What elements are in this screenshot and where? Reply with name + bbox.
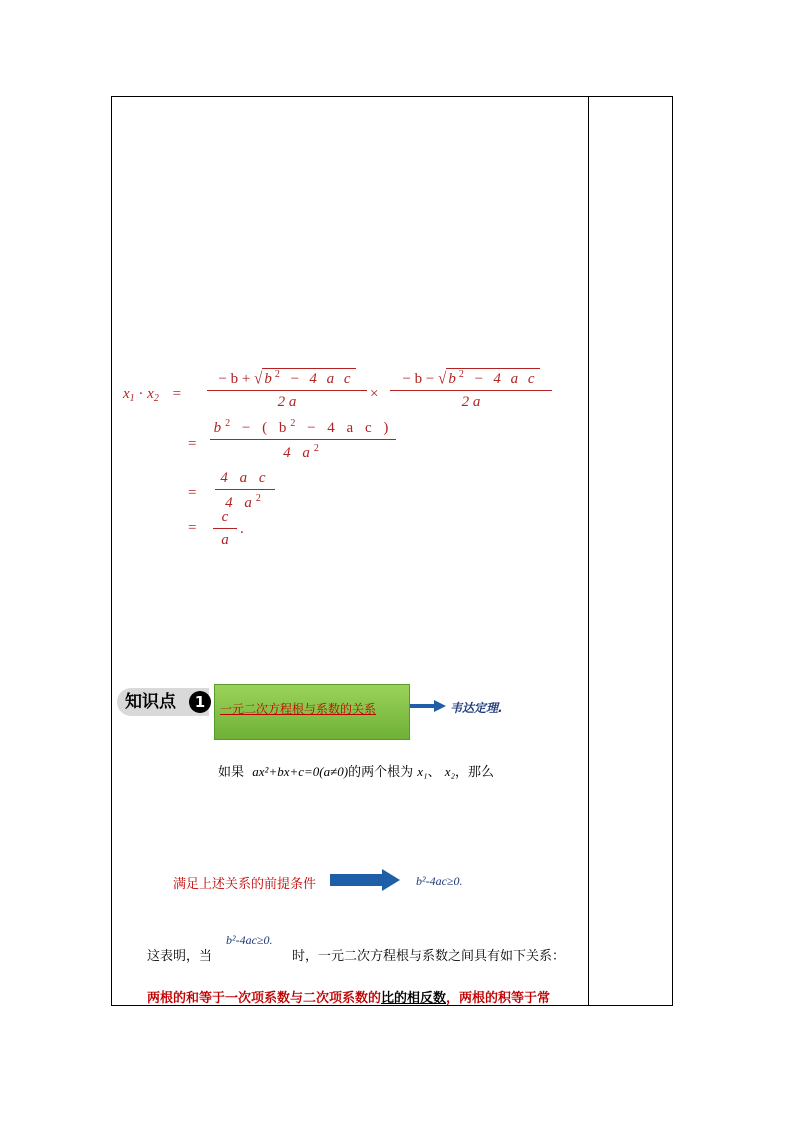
shows-suffix: 时，一元二次方程根与系数之间具有如下关系： (292, 949, 566, 964)
fraction-4 (213, 509, 237, 549)
fraction-1a-denominator: 2 a (277, 394, 297, 410)
formula-equals-3 (188, 485, 196, 502)
fraction-2-sq1: 2 (225, 418, 235, 429)
fraction-2-b: b (213, 420, 226, 436)
arrow-right-icon (410, 700, 446, 712)
radicand-1b-rest: − 4 a c (466, 371, 538, 387)
formula-sub1: 1 (129, 393, 135, 404)
fraction-1a: − b + √ $b^2 - 4$ a c 2 a (207, 368, 367, 411)
formula-lhs (123, 386, 181, 404)
equals-2: = (188, 436, 197, 452)
premise-condition: b²-4ac≥0. (416, 874, 463, 888)
formula-equals-2 (188, 436, 196, 453)
topic-title[interactable]: 一元二次方程根与系数的关系 (220, 702, 377, 716)
fraction-3-denominator: 4 a (225, 495, 256, 511)
if-roots-text: 的两个根为 (348, 765, 414, 780)
radicand-1b-sq: 2 (458, 369, 467, 380)
fraction-3-den-sq: 2 (255, 493, 265, 504)
knowledge-point-label: 知识点 (125, 692, 176, 712)
fraction-1b: − b − √ $b^2 - 4$ a c 2 a (390, 368, 552, 411)
fraction-2-middle: − ( b (234, 420, 291, 436)
premise-text: 满足上述关系的前提条件 (173, 877, 317, 892)
relation-underlined: 比的相反数 (381, 991, 447, 1006)
fraction-3-numerator: 4 a c (220, 470, 270, 486)
arrow-right-large-icon (330, 869, 400, 891)
then-text: ，那么 (455, 765, 495, 780)
formula-sub2: 2 (153, 393, 159, 404)
fraction-2 (210, 418, 396, 462)
if-equation: ax²+bx+c=0(a≠0) (252, 764, 349, 779)
formula-dot: · (138, 386, 144, 402)
formula-equals-1: = (172, 386, 182, 402)
root-x1: x₁ (417, 764, 428, 779)
relation-text (147, 987, 550, 1006)
relation-part-a: 两根的和等于一次项系数与二次项系数的 (147, 991, 382, 1006)
knowledge-point-number-text: 1 (194, 693, 206, 711)
fraction-4-denominator: a (221, 532, 229, 548)
fraction-2-den-sq: 2 (313, 443, 323, 454)
table-column-divider (588, 96, 589, 1006)
equals-4: = (188, 520, 197, 536)
formula-x1: x (123, 386, 130, 402)
radicand-1a-rest: − 4 a c (282, 371, 354, 387)
radicand-1a-b: b (264, 371, 275, 387)
root-separator: 、 (427, 765, 441, 780)
fraction-1b-numerator: − b − (402, 371, 435, 387)
relation-part-b: ，两根的积等于常 (446, 991, 551, 1006)
formula-x2: x (147, 386, 154, 402)
radicand-1b-b: b (448, 371, 459, 387)
formula-period (240, 521, 244, 538)
fraction-2-tail: − 4 a c ) (299, 420, 393, 436)
fraction-4-numerator: c (221, 509, 229, 525)
fraction-2-denominator: 4 a (283, 445, 314, 461)
if-prefix: 如果 (218, 765, 245, 780)
equals-3: = (188, 485, 197, 501)
theorem-label: 韦达定理. (450, 701, 503, 715)
knowledge-point-number (189, 691, 211, 713)
fraction-2-sq2: 2 (290, 418, 300, 429)
fraction-1a-numerator: − b + (218, 371, 251, 387)
fraction-1b-denominator: 2 a (461, 394, 481, 410)
formula-equals-4 (188, 520, 196, 537)
times-sign: × (370, 386, 379, 402)
period: . (240, 521, 244, 537)
formula-times (370, 386, 378, 403)
root-x2: x₂ (444, 764, 456, 779)
fraction-3 (215, 470, 275, 512)
if-statement (218, 761, 494, 780)
radicand-1a-sq: 2 (274, 369, 283, 380)
shows-prefix: 这表明，当 (147, 949, 213, 964)
shows-condition: b²-4ac≥0. (226, 933, 273, 947)
